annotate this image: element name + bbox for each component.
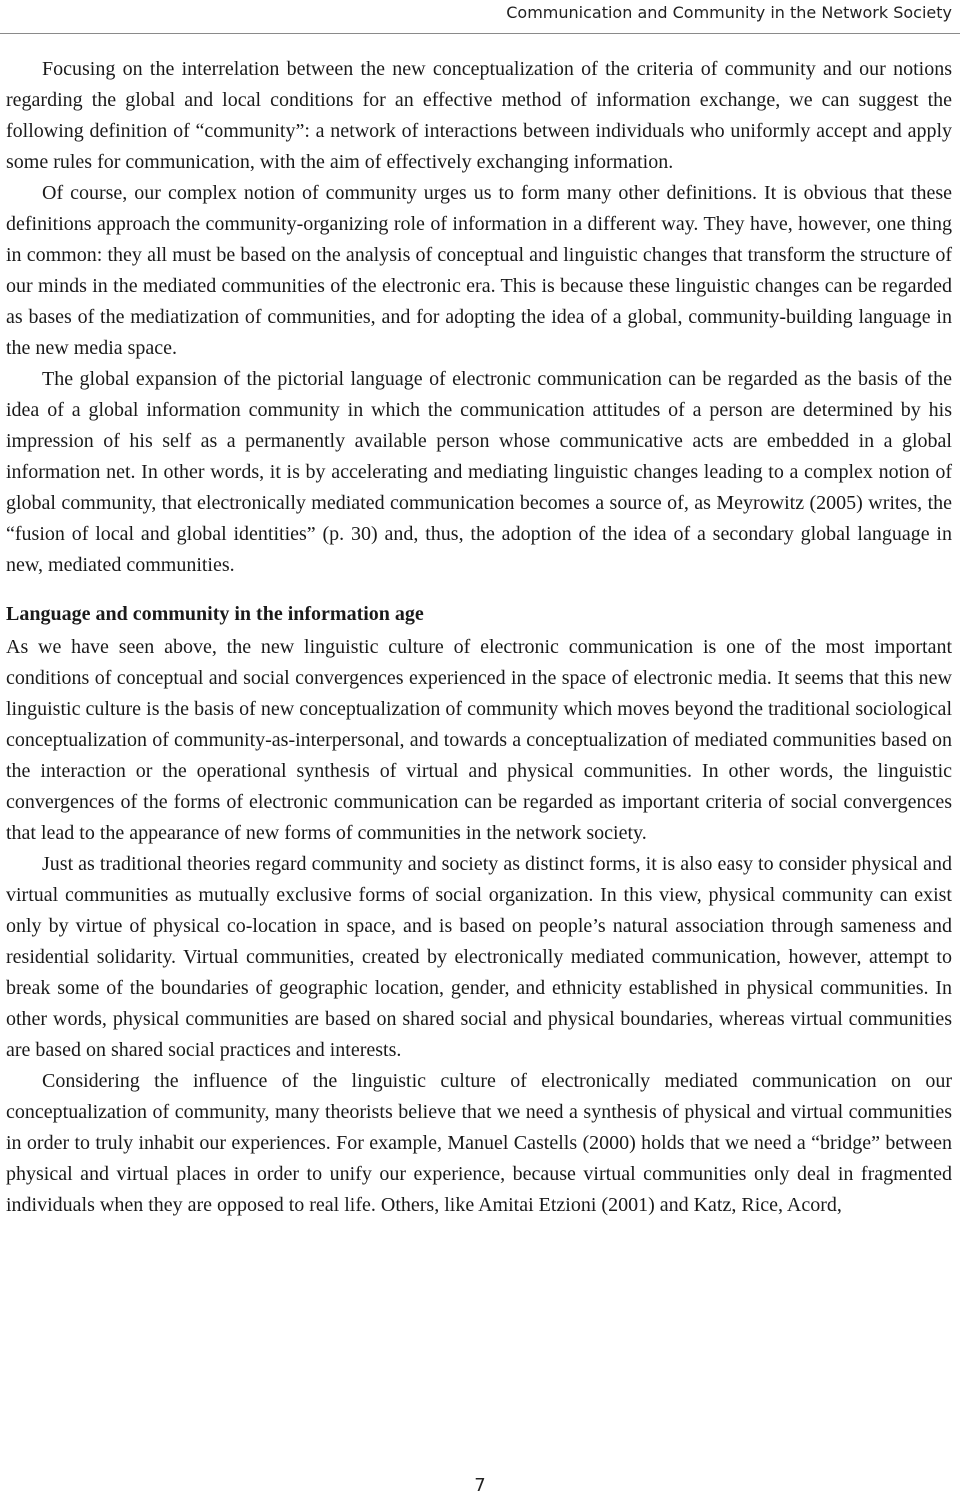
page-number: 7	[474, 1475, 486, 1496]
paragraph-physical-virtual: Just as traditional theories regard community and society as distinct forms, it is also easy to consider physical and virtual communities as mutually exclusive forms of social organization. In this view, physical community can exist only by virtue of physical co-location in space, and is based on people’s natural association through sameness and residential solidarity. Virtual communities, created by electronically mediated communication, however, attempt to break some of the boundaries of geographic location, gender, and ethnicity established in physical communities. In other words, physical communities are based on shared social and physical boundaries, whereas virtual communities are based on shared social practices and interests.	[6, 853, 952, 1061]
paragraph-community-definition: Focusing on the interrelation between the new conceptualization of the criteria of community and our notions regarding the global and local conditions for an effective method of information exchange, we can suggest the following definition of “community”: a network of interactions between individuals who uniformly accept and apply some rules for communication, with the aim of effectively exchanging information.	[6, 58, 952, 173]
paragraph-linguistic-culture: As we have seen above, the new linguistic culture of electronic communication is one of the most important conditions of conceptual and social convergences experienced in the space of electronic media. It seems that this new linguistic culture is the basis of new conceptualization of community which moves beyond the traditional sociological conceptualization of community-as-interpersonal, and towards a conceptualization of mediated communities based on the interaction or the operational synthesis of virtual and physical communities. In other words, the linguistic convergences of the forms of electronic communication can be regarded as important criteria of social convergences that lead to the appearance of new forms of communities in the network society.	[6, 636, 952, 844]
header-rule	[0, 33, 960, 34]
paragraph-other-definitions: Of course, our complex notion of community urges us to form many other definitions. It is obvious that these definitions approach the community-organizing role of information in a different way. They have, however, one thing in common: they all must be based on the analysis of conceptual and linguistic changes that transform the structure of our minds in the mediated communities of the electronic era. This is because these linguistic changes can be regarded as bases of the mediatization of communities, and for adopting the idea of a global, community-building language in the new media space.	[6, 182, 952, 359]
article-body	[6, 54, 952, 1221]
paragraph-global-expansion: The global expansion of the pictorial language of electronic communication can be regarded as the basis of the idea of a global information community in which the communication attitudes of a person are determined by his impression of his self as a permanently available person whose communicative acts are embedded in a global information net. In other words, it is by accelerating and mediating linguistic changes leading to a complex notion of global community, that electronically mediated communication becomes a source of, as Meyrowitz (2005) writes, the “fusion of local and global identities” (p. 30) and, thus, the adoption of the idea of a secondary global language in new, mediated communities.	[6, 368, 952, 576]
paragraph-synthesis: Considering the influence of the linguistic culture of electronically mediated communication on our conceptualization of community, many theorists believe that we need a synthesis of physical and virtual communities in order to truly inhabit our experiences. For example, Manuel Castells (2000) holds that we need a “bridge” between physical and virtual places in order to unify our experience, because virtual communities only deal in fragmented individuals when they are opposed to real life. Others, like Amitai Etzioni (2001) and Katz, Rice, Acord,	[6, 1070, 952, 1216]
section-heading: Language and community in the information age	[6, 603, 424, 625]
running-header: Communication and Community in the Network Society	[506, 3, 952, 22]
